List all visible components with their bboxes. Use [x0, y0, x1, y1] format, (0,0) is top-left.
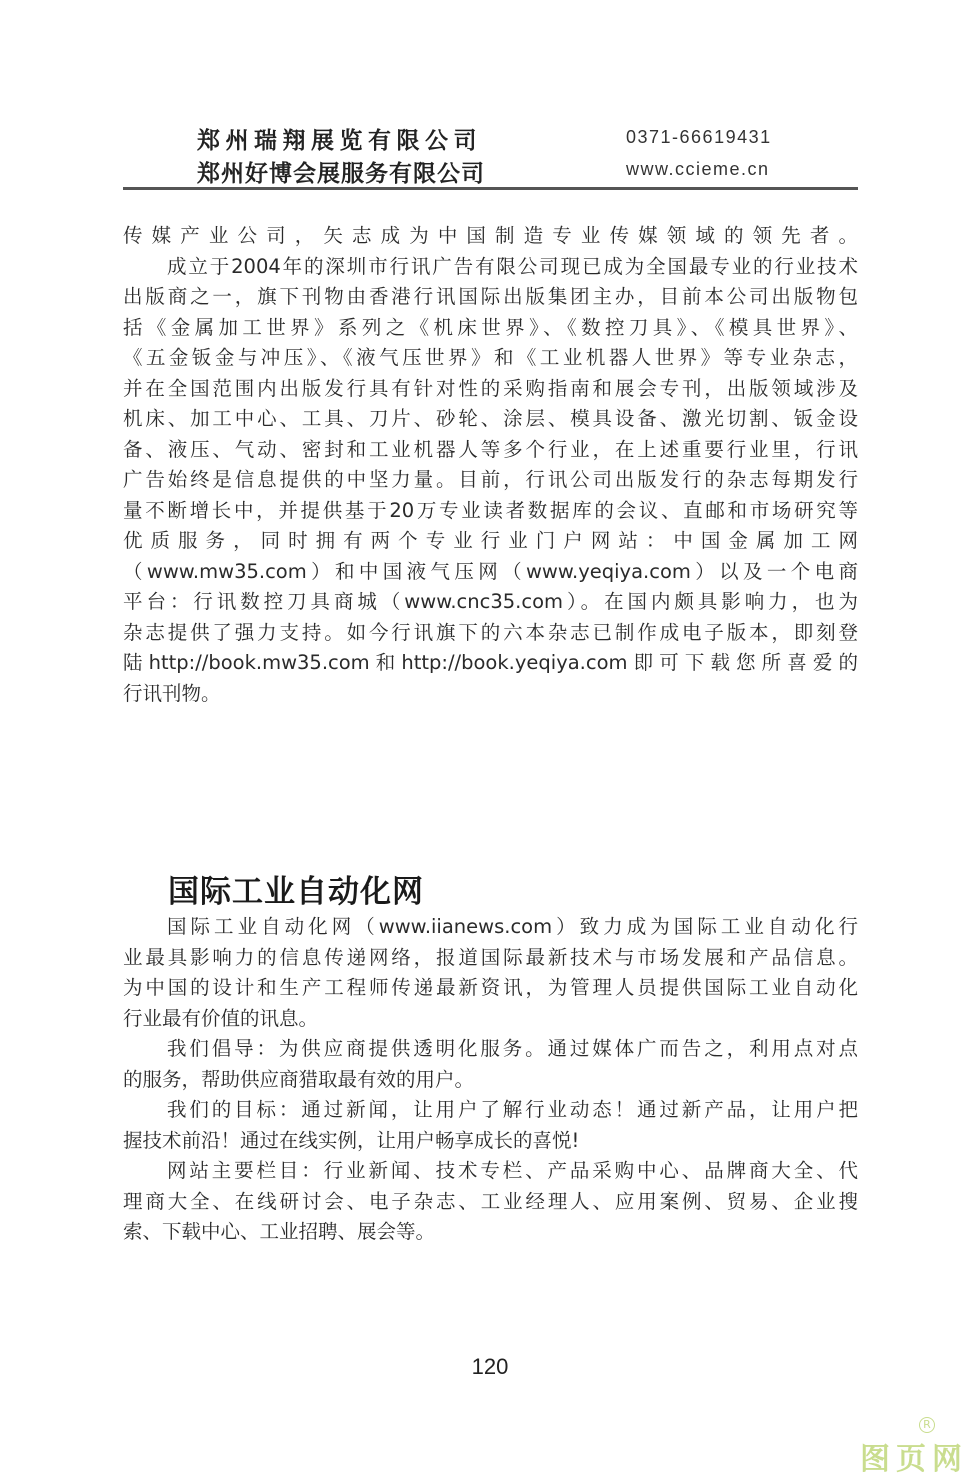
text-line: 的服务，帮助供应商猎取最有效的用户。 — [123, 1067, 475, 1091]
text-line: 网站主要栏目：行业新闻、技术专栏、产品采购中心、品牌商大全、代 — [167, 1159, 858, 1182]
company-name-2: 郑州好博会展服务有限公司 — [197, 161, 485, 187]
text-line: 行业最有价值的讯息。 — [123, 1006, 319, 1030]
text-line: 并在全国范围内出版发行具有针对性的采购指南和展会专刊，出版领域涉及 — [123, 376, 858, 400]
text-line: 我们的目标：通过新闻，让用户了解行业动态！通过新产品，让用户把 — [167, 1098, 858, 1121]
text-line: 握技术前沿！通过在线实例，让用户畅享成长的喜悦! — [123, 1128, 580, 1152]
text-line: 机床、加工中心、工具、刀片、砂轮、涂层、模具设备、激光切割、钣金设 — [123, 407, 858, 430]
text-line: （www.mw35.com）和中国液气压网（www.yeqiya.com）以及一个电商 — [123, 559, 858, 583]
text-line: 备、液压、气动、密封和工业机器人等多个行业，在上述重要行业里，行讯 — [123, 437, 858, 461]
text-line: 业最具影响力的信息传递网络，报道国际最新技术与市场发展和产品信息。 — [123, 945, 858, 969]
text-line: 我们倡导：为供应商提供透明化服务。通过媒体广而告之，利用点对点 — [167, 1037, 858, 1060]
text-line: 成立于2004年的深圳市行讯广告有限公司现已成为全国最专业的行业技术 — [167, 254, 858, 278]
text-line: 杂志提供了强力支持。如今行讯旗下的六本杂志已制作成电子版本，即刻登 — [123, 620, 858, 644]
text-line: 国际工业自动化网（www.iianews.com）致力成为国际工业自动化行 — [167, 915, 858, 938]
text-line: 传媒产业公司，矢志成为中国制造专业传媒领域的领先者。 — [123, 224, 858, 247]
section-2-body — [123, 912, 858, 1248]
registered-mark: R — [919, 1417, 935, 1433]
text-line: 广告始终是信息提供的中坚力量。目前，行讯公司出版发行的杂志每期发行 — [123, 468, 858, 491]
text-line: 《五金钣金与冲压》、《液气压世界》和《工业机器人世界》等专业杂志， — [123, 346, 858, 369]
section-1-body — [123, 221, 858, 709]
section-2-heading: 国际工业自动化网 — [168, 874, 424, 910]
page-number: 120 — [471, 1354, 509, 1379]
website-link[interactable]: www.ccieme.cn — [626, 159, 770, 179]
watermark-logo: 图页网 — [860, 1442, 968, 1477]
text-line: 理商大全、在线研讨会、电子杂志、工业经理人、应用案例、贸易、企业搜 — [123, 1189, 858, 1213]
text-line: 陆http://book.mw35.com和http://book.yeqiya.com即可下载您所喜爱的 — [123, 651, 858, 674]
company-name-1: 郑州瑞翔展览有限公司 — [197, 128, 482, 154]
text-line: 括《金属加工世界》系列之《机床世界》、《数控刀具》、《模具世界》、 — [123, 315, 858, 339]
text-line: 量不断增长中，并提供基于20万专业读者数据库的会议、直邮和市场研究等 — [123, 498, 858, 522]
text-line: 为中国的设计和生产工程师传递最新资讯，为管理人员提供国际工业自动化 — [123, 976, 858, 999]
text-line: 出版商之一，旗下刊物由香港行讯国际出版集团主办，目前本公司出版物包 — [123, 285, 858, 308]
phone-number: 0371-66619431 — [626, 127, 772, 147]
header-divider — [123, 187, 858, 190]
text-line: 索、下载中心、工业招聘、展会等。 — [123, 1220, 436, 1243]
text-line: 优质服务，同时拥有两个专业行业门户网站：中国金属加工网 — [123, 529, 858, 552]
text-line: 平台：行讯数控刀具商城（www.cnc35.com）。在国内颇具影响力，也为 — [123, 590, 858, 613]
text-line: 行讯刊物。 — [123, 681, 221, 705]
